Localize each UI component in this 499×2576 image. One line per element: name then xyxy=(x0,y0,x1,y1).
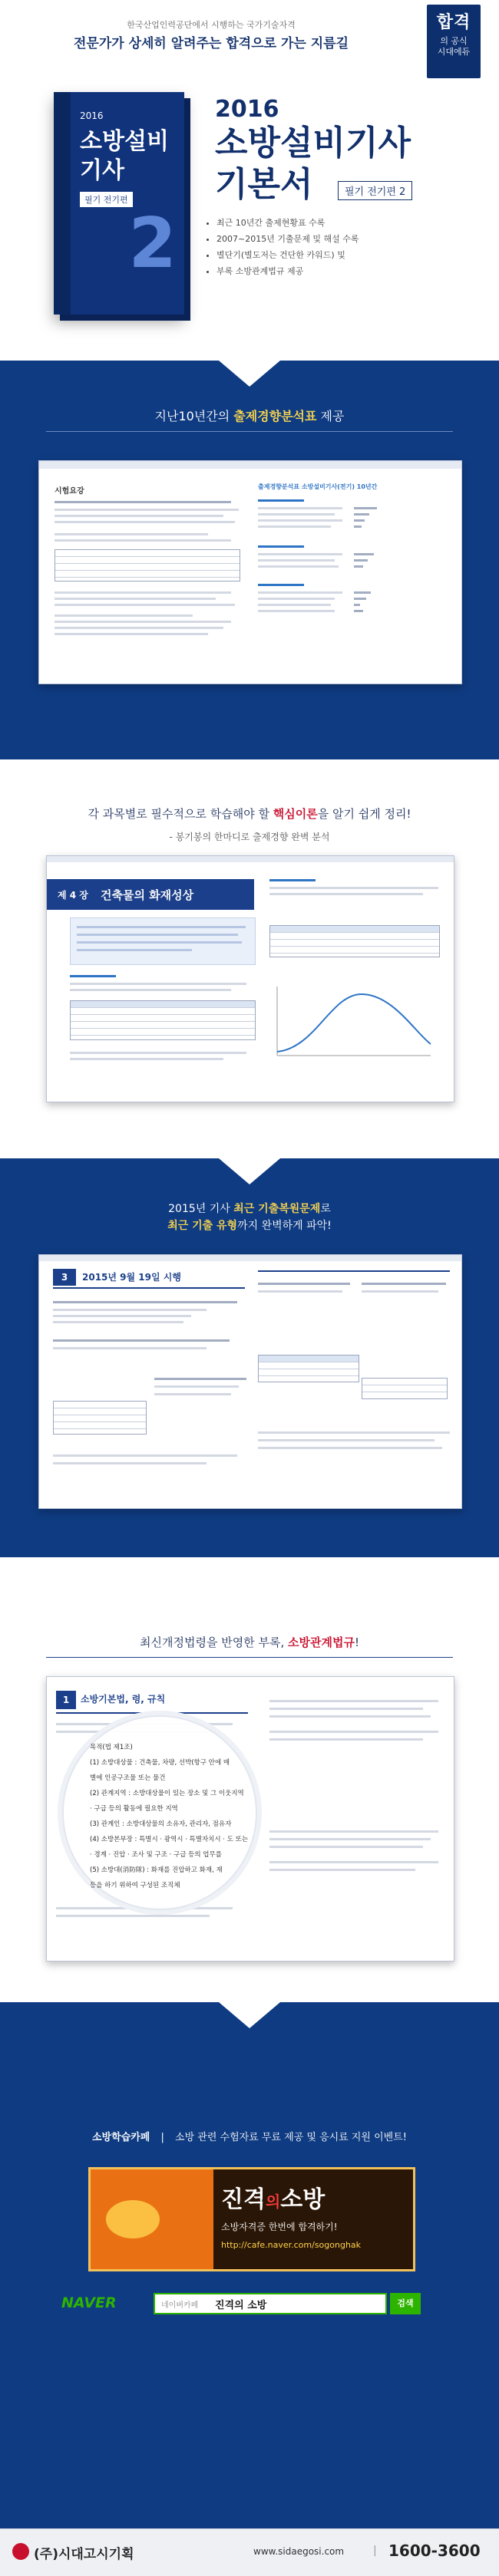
naver-search-bar xyxy=(61,2290,438,2316)
lens-line: 등을 하기 위하여 구성된 조직체 xyxy=(90,1882,180,1889)
arrow-down-icon xyxy=(219,2002,280,2028)
section-trend-analysis xyxy=(0,361,499,759)
mock-table xyxy=(70,1000,256,1040)
section1-title: 지난10년간의 출제경향분석표 제공 xyxy=(154,409,345,423)
hero-title-line2: 기본서 xyxy=(215,165,313,204)
book-title xyxy=(80,127,169,186)
lens-line: (2) 관계지역 : 소방대상물이 있는 장소 및 그 이웃지역 xyxy=(90,1790,244,1797)
naver-search-input[interactable] xyxy=(154,2293,387,2314)
company-phone: 1600-3600 xyxy=(388,2541,481,2560)
lens-line: (5) 소방대(消防隊) : 화재를 진압하고 화재, 재 xyxy=(90,1866,223,1874)
lens-line: 목적(법 제1조) xyxy=(90,1744,133,1751)
book-title-line1: 소방설비 xyxy=(80,128,169,155)
cafe-banner[interactable] xyxy=(88,2167,415,2271)
mock-side-title: 출제경향분석표 소방설비기사(전기) 10년간 xyxy=(258,483,378,490)
section-cafe-promo xyxy=(0,2002,499,2528)
section-recent-exams xyxy=(0,1158,499,1557)
page-header-strip xyxy=(39,461,461,469)
footer-divider: | xyxy=(373,2545,377,2557)
promo-text: 소방 관련 수험자료 무료 제공 및 응시료 지원 이벤트! xyxy=(175,2132,408,2143)
exam-number: 3 xyxy=(53,1269,76,1286)
feature-item: • 2007~2015년 기출문제 및 해설 수록 xyxy=(216,231,359,247)
company-logo-icon xyxy=(12,2543,29,2560)
hero-section xyxy=(0,0,499,361)
hero-title-line1: 소방설비기사 xyxy=(215,124,411,163)
footer xyxy=(0,2528,499,2576)
badge-sub xyxy=(427,36,481,58)
banner-sub: 소방자격증 한번에 합격하기! xyxy=(221,2222,338,2232)
lens-line: (1) 소방대상물 : 건축물, 차량, 선박(항구 안에 매 xyxy=(90,1759,230,1767)
appendix-number-icon: 1 xyxy=(56,1691,76,1709)
mock-table xyxy=(55,549,240,581)
lens-line: · 구급 등의 활동에 필요한 지역 xyxy=(90,1805,178,1813)
banner-url[interactable]: http://cafe.naver.com/sogonghak xyxy=(221,2240,362,2250)
lens-line: (3) 관계인 : 소방대상물의 소유자, 관리자, 점유자 xyxy=(90,1820,232,1828)
banner-title: 진격의소방 xyxy=(221,2186,326,2213)
section-fire-laws xyxy=(0,1557,499,2002)
feature-item: • 부록 소방관계법규 제공 xyxy=(216,263,359,279)
promo-divider: | xyxy=(160,2132,164,2143)
fire-curve-graph xyxy=(269,979,438,1063)
feature-item: • 별단기(별도저는 건단한 카워드) 및 xyxy=(216,247,359,263)
lens-line: · 경계 · 진압 · 조사 및 구조 · 구급 등의 업무를 xyxy=(90,1851,222,1859)
book-number: 2 xyxy=(128,203,177,284)
exam-sample-page xyxy=(38,1254,462,1509)
book-cover-image xyxy=(54,92,184,315)
summary-box xyxy=(70,917,256,965)
mock-table xyxy=(53,1401,147,1435)
mock-heading: 시험요강 xyxy=(55,487,84,496)
search-prefix: 네이버카페 xyxy=(161,2301,199,2310)
badge-sub2: 시대에듀 xyxy=(437,47,471,57)
company-name: (주)시대고시기획 xyxy=(34,2547,134,2562)
book-subtitle: 필기 전기편 xyxy=(80,192,133,207)
chapter-header xyxy=(47,879,254,910)
appendix-title: 소방기본법, 령, 규칙 xyxy=(81,1694,166,1705)
book-title-line2: 기사 xyxy=(80,157,124,184)
search-query: 진격의 소방 xyxy=(215,2300,267,2311)
edition-label: 필기 전기편 2 xyxy=(338,181,412,200)
law-sample-page xyxy=(46,1676,454,1962)
brand-badge xyxy=(427,5,481,78)
hero-kicker: 한국산업인력공단에서 시행하는 국가기술자격 xyxy=(127,20,296,30)
mock-table xyxy=(258,1355,359,1382)
book-year: 2016 xyxy=(80,110,104,121)
arrow-down-icon xyxy=(219,1158,280,1184)
chapter-label: 제 4 장 xyxy=(58,890,88,901)
lens-line: 별에 인공구조물 또는 물건 xyxy=(90,1774,166,1782)
lens-text xyxy=(90,1740,248,1893)
badge-sub1: 의 공식 xyxy=(440,36,468,46)
badge-main: 합격 xyxy=(436,13,471,32)
lens-line: (4) 소방본부장 : 특별시 · 광역시 · 특별자치시 · 도 또는 xyxy=(90,1836,249,1843)
promo-line xyxy=(0,2129,499,2143)
section4-title: 최신개정법령을 반영한 부록, 소방관계법규! xyxy=(140,1636,359,1649)
hero-headline: 전문가가 상세히 알려주는 합격으로 가는 지름길 xyxy=(73,36,349,51)
mock-table xyxy=(269,925,440,957)
hero-year: 2016 xyxy=(215,96,279,123)
exam-date: 2015년 9월 19일 시행 xyxy=(82,1272,181,1283)
chapter-title: 건축물의 화재성상 xyxy=(101,888,194,902)
theory-sample-page xyxy=(46,855,454,1102)
book-spine xyxy=(54,92,71,315)
feature-item: • 최근 10년간 출제현황표 수록 xyxy=(216,215,359,231)
section3-title: 2015년 기사 최근 기출복원문제로 최근 기출 유형까지 완벽하게 파악! xyxy=(167,1203,332,1232)
section2-title: 각 과목별로 필수적으로 학습해야 할 핵심이론을 알기 쉽게 정리! xyxy=(88,807,411,821)
magnifier-lens xyxy=(62,1715,257,1910)
divider xyxy=(46,431,453,432)
trend-sample-page xyxy=(38,460,462,684)
company-url[interactable]: www.sidaegosi.com xyxy=(253,2546,345,2557)
mock-table xyxy=(362,1378,448,1399)
section-core-theory xyxy=(0,759,499,1158)
cafe-label: 소방학습카페 xyxy=(91,2132,150,2143)
feature-list xyxy=(206,215,359,279)
naver-search-button[interactable]: 검색 xyxy=(390,2293,421,2314)
arrow-down-icon xyxy=(219,361,280,387)
naver-logo: NAVER xyxy=(61,2294,117,2311)
section2-subtitle: - 봉기봉의 한마디로 출제경향 완벽 분석 xyxy=(169,832,330,842)
